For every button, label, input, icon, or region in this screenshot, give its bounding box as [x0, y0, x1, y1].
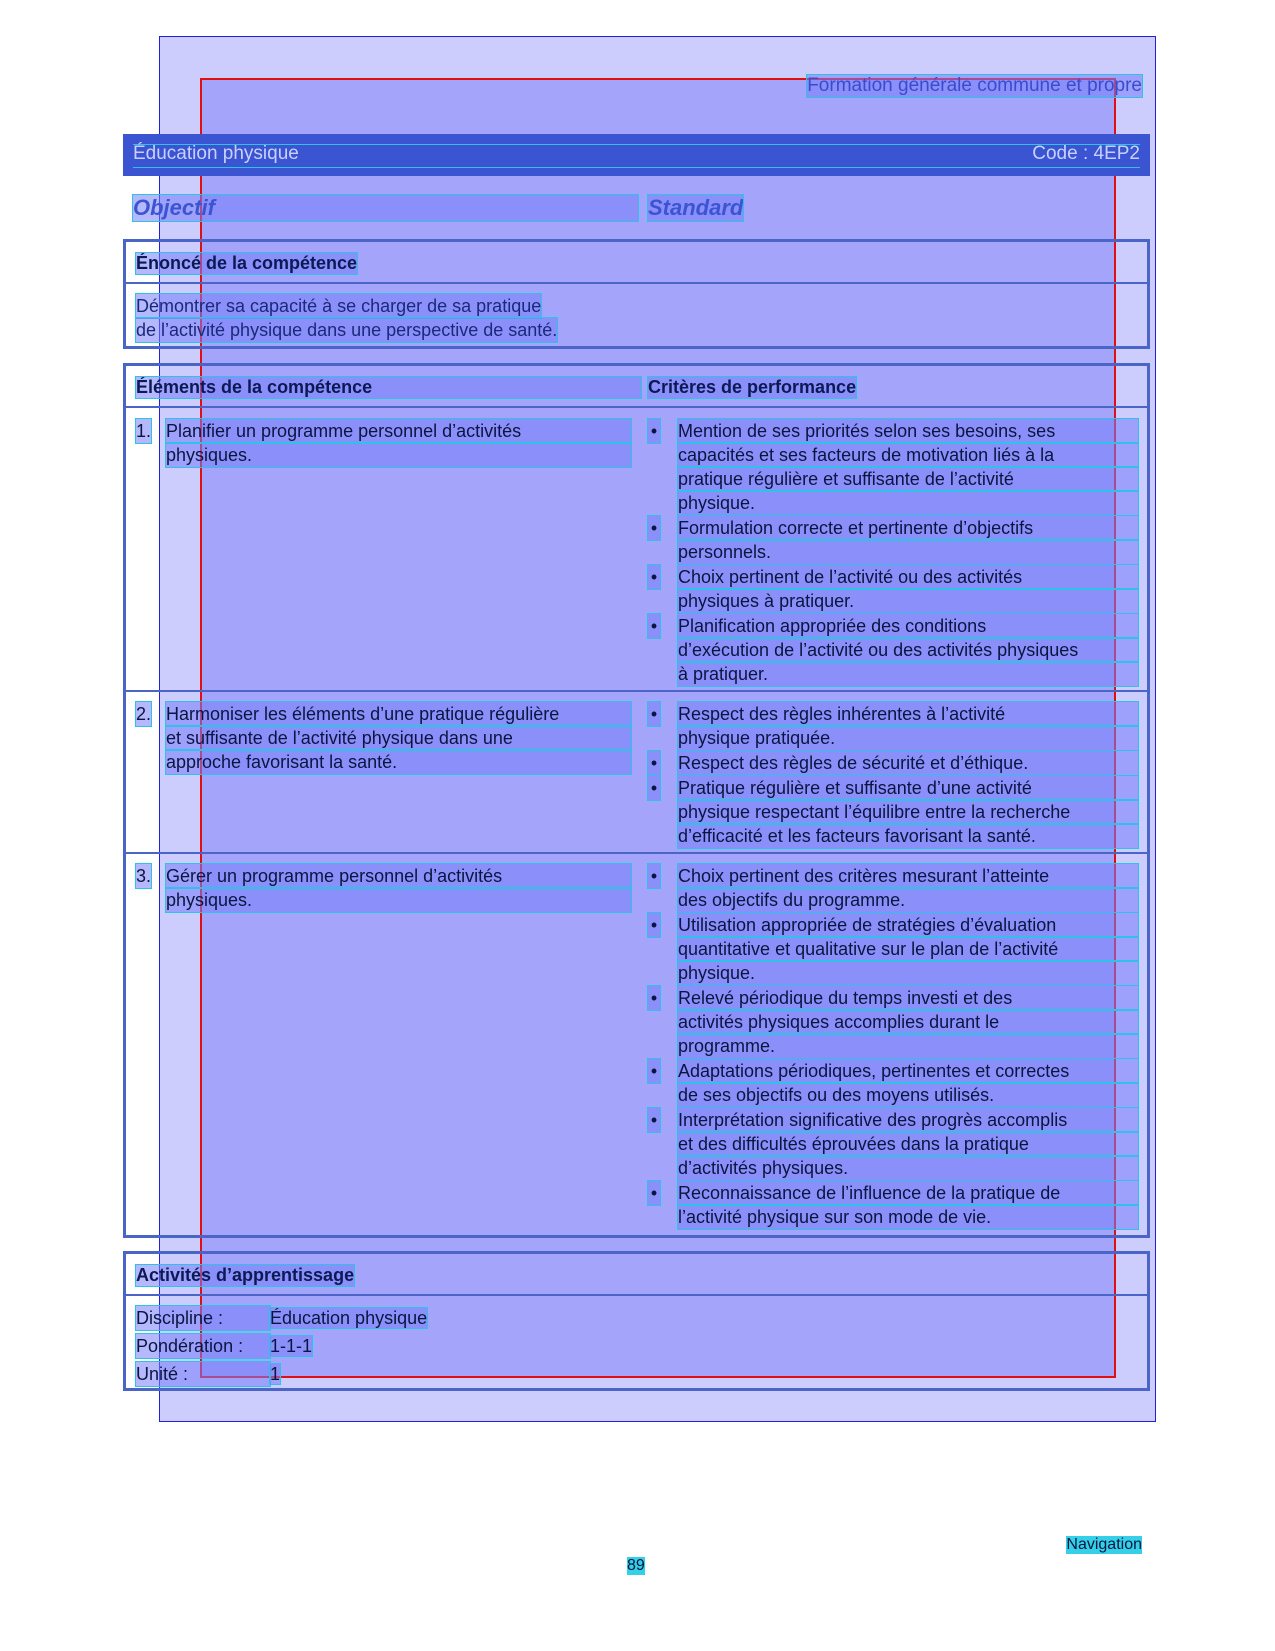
page-number: 89 [627, 1557, 645, 1574]
element-number: 2. [136, 704, 152, 724]
ponderation-row [136, 1334, 312, 1358]
elements-box [123, 363, 1150, 1238]
criterion-item [648, 913, 1138, 985]
criterion-item [648, 776, 1138, 848]
criterion-line: Relevé périodique du temps investi et des [678, 986, 1138, 1010]
element-row-1 [126, 408, 1147, 690]
criteria-heading: Critères de performance [648, 377, 857, 397]
element-text [166, 702, 631, 774]
criteria-list [648, 419, 1138, 687]
bullet-icon: • [648, 1181, 660, 1205]
criterion-item [648, 614, 1138, 686]
element-text [166, 419, 631, 467]
course-banner [123, 134, 1150, 176]
objective-label: Objectif [133, 195, 638, 221]
element-number: 1. [136, 421, 152, 441]
elements-header [126, 366, 1147, 408]
unite-label: Unité : [136, 1362, 270, 1386]
criterion-line: activités physiques accomplies durant le [678, 1010, 1138, 1034]
standard-label: Standard [648, 195, 744, 220]
element-number: 3. [136, 866, 152, 886]
criterion-line: physique. [678, 491, 1138, 515]
criterion-line: Respect des règles inhérentes à l’activité [678, 702, 1138, 726]
criterion-line: Pratique régulière et suffisante d’une activité [678, 776, 1138, 800]
bullet-icon: • [648, 1108, 660, 1132]
criterion-line: à pratiquer. [678, 662, 1138, 686]
enonce-line: de l’activité physique dans une perspective de santé. [136, 320, 558, 340]
criterion-line: Adaptations périodiques, pertinentes et correctes [678, 1059, 1138, 1083]
criteria-list [648, 864, 1138, 1230]
criterion-line: Planification appropriée des conditions [678, 614, 1138, 638]
bullet-icon: • [648, 986, 660, 1010]
criterion-item [648, 702, 1138, 750]
bullet-icon: • [648, 702, 660, 726]
enonce-box [123, 239, 1150, 349]
criteria-list [648, 702, 1138, 849]
element-line: physiques. [166, 443, 631, 467]
element-line: Harmoniser les éléments d’une pratique régulière [166, 702, 631, 726]
element-line: Planifier un programme personnel d’activités [166, 419, 631, 443]
ponderation-value: 1-1-1 [270, 1336, 313, 1356]
criterion-line: pratique régulière et suffisante de l’activité [678, 467, 1138, 491]
criterion-line: physique respectant l’équilibre entre la recherche [678, 800, 1138, 824]
criterion-item [648, 1059, 1138, 1107]
criterion-line: d’activités physiques. [678, 1156, 1138, 1180]
activites-header [126, 1254, 1147, 1296]
element-line: Gérer un programme personnel d’activités [166, 864, 631, 888]
bullet-icon: • [648, 516, 660, 540]
discipline-label: Discipline : [136, 1306, 270, 1330]
criterion-line: de ses objectifs ou des moyens utilisés. [678, 1083, 1138, 1107]
criterion-item [648, 751, 1138, 775]
bullet-icon: • [648, 565, 660, 589]
enonce-text [136, 294, 557, 342]
enonce-header [126, 242, 1147, 284]
bullet-icon: • [648, 913, 660, 937]
element-text [166, 864, 631, 912]
criterion-line: Choix pertinent des critères mesurant l’atteinte [678, 864, 1138, 888]
criterion-line: physique. [678, 961, 1138, 985]
criterion-line: capacités et ses facteurs de motivation liés à la [678, 443, 1138, 467]
criterion-item [648, 565, 1138, 613]
element-row-2 [126, 690, 1147, 852]
discipline-value: Éducation physique [270, 1308, 428, 1328]
criterion-line: Respect des règles de sécurité et d’éthique. [678, 751, 1138, 775]
element-line: physiques. [166, 888, 631, 912]
element-line: approche favorisant la santé. [166, 750, 631, 774]
discipline-row [136, 1306, 427, 1330]
criterion-line: personnels. [678, 540, 1138, 564]
criterion-line: physiques à pratiquer. [678, 589, 1138, 613]
enonce-heading: Énoncé de la compétence [136, 253, 358, 273]
bullet-icon: • [648, 614, 660, 638]
bullet-icon: • [648, 751, 660, 775]
ponderation-label: Pondération : [136, 1334, 270, 1358]
criterion-line: Utilisation appropriée de stratégies d’évaluation [678, 913, 1138, 937]
criterion-line: et des difficultés éprouvées dans la pratique [678, 1132, 1138, 1156]
bullet-icon: • [648, 864, 660, 888]
criterion-item [648, 1108, 1138, 1180]
criterion-line: d’exécution de l’activité ou des activités physiques [678, 638, 1138, 662]
criterion-line: Mention de ses priorités selon ses besoins, ses [678, 419, 1138, 443]
bullet-icon: • [648, 1059, 660, 1083]
criterion-line: Reconnaissance de l’influence de la pratique de [678, 1181, 1138, 1205]
element-line: et suffisante de l’activité physique dans une [166, 726, 631, 750]
criterion-line: d’efficacité et les facteurs favorisant la santé. [678, 824, 1138, 848]
bullet-icon: • [648, 419, 660, 443]
criterion-item [648, 516, 1138, 564]
element-row-3 [126, 852, 1147, 1232]
unite-value: 1 [270, 1364, 281, 1384]
criterion-line: Interprétation significative des progrès accomplis [678, 1108, 1138, 1132]
criterion-line: programme. [678, 1034, 1138, 1058]
course-code: Code : 4EP2 [1032, 143, 1140, 164]
unite-row [136, 1362, 280, 1386]
bullet-icon: • [648, 776, 660, 800]
criterion-line: des objectifs du programme. [678, 888, 1138, 912]
elements-heading: Éléments de la compétence [136, 377, 641, 398]
enonce-line: Démontrer sa capacité à se charger de sa pratique [136, 296, 542, 316]
criterion-item [648, 986, 1138, 1058]
activites-heading: Activités d’apprentissage [136, 1265, 355, 1285]
navigation-link[interactable]: Navigation [1066, 1536, 1142, 1553]
criterion-line: physique pratiquée. [678, 726, 1138, 750]
criterion-line: quantitative et qualitative sur le plan de l’activité [678, 937, 1138, 961]
criterion-line: Formulation correcte et pertinente d’objectifs [678, 516, 1138, 540]
criterion-line: Choix pertinent de l’activité ou des activités [678, 565, 1138, 589]
criterion-item [648, 1181, 1138, 1229]
running-head: Formation générale commune et propre [807, 75, 1142, 96]
course-title: Éducation physique [133, 143, 299, 164]
criterion-item [648, 864, 1138, 912]
criterion-line: l’activité physique sur son mode de vie. [678, 1205, 1138, 1229]
activites-box [123, 1251, 1150, 1391]
criterion-item [648, 419, 1138, 515]
